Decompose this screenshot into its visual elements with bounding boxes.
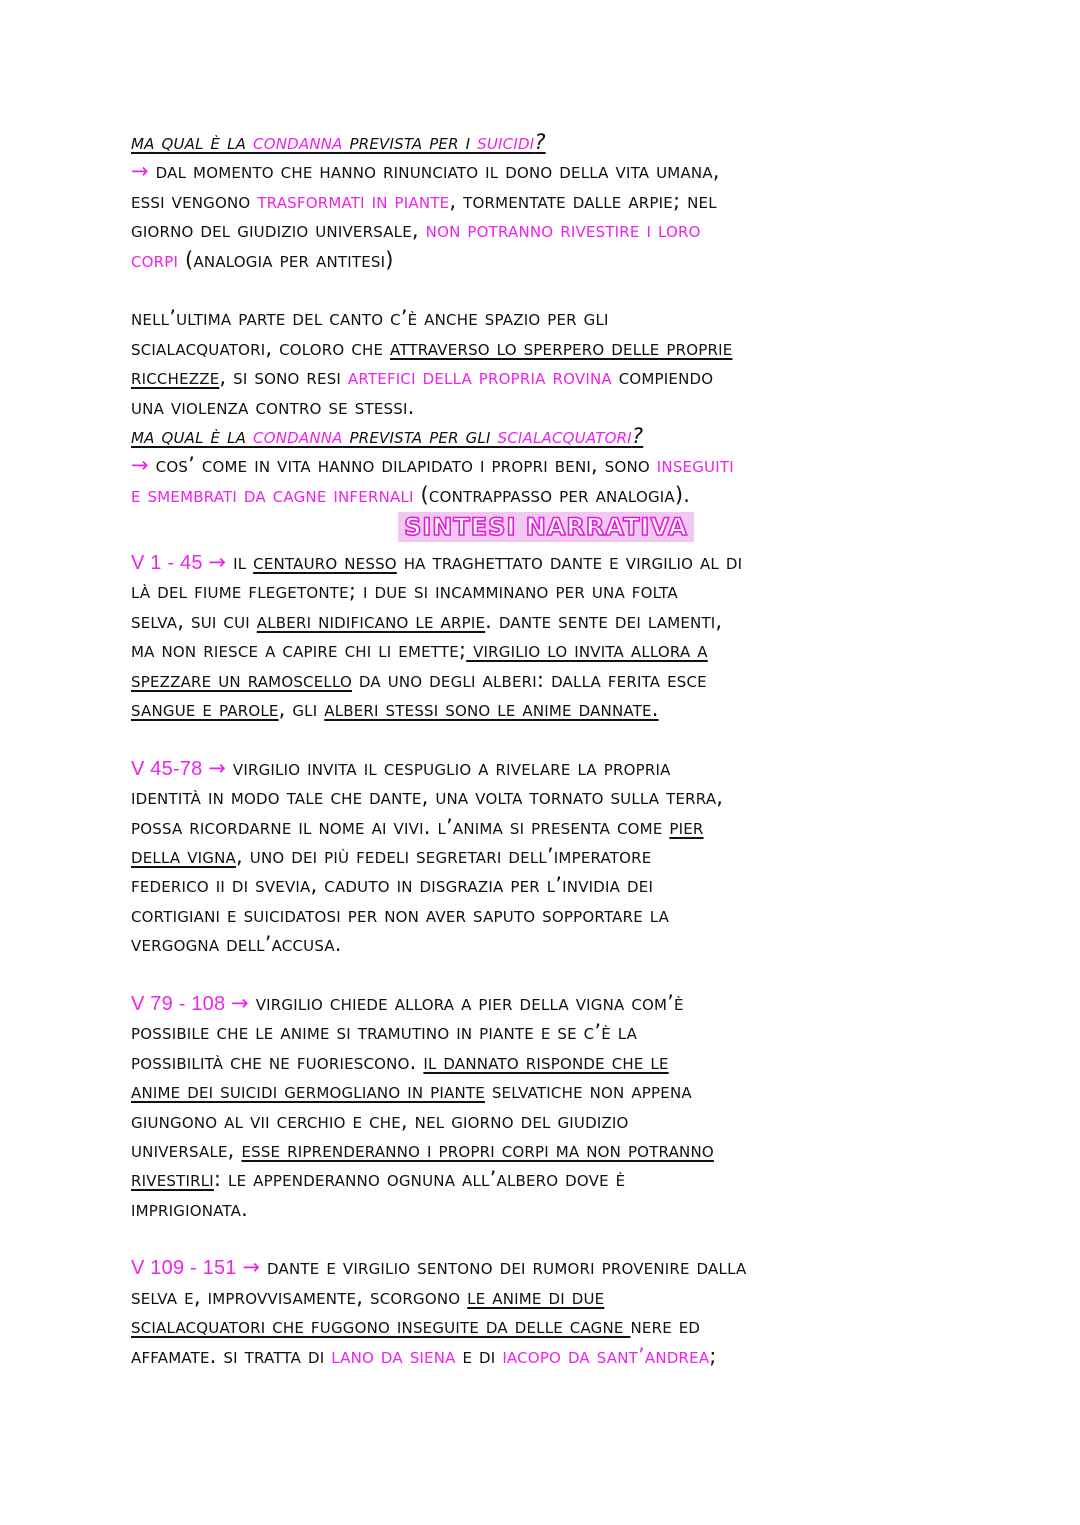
summary-text: possibilità che ne fuoriescono. — [131, 1049, 424, 1074]
summary-text: e di — [455, 1343, 503, 1368]
summary-line — [131, 842, 961, 871]
summary-text: vergogna dell’accusa. — [131, 932, 342, 957]
highlight-text: corpi — [131, 247, 179, 272]
summary-line — [131, 754, 961, 783]
paragraph-text: compiendo — [611, 365, 714, 390]
paragraph-text: una violenza contro se stessi. — [131, 394, 415, 419]
summary-line — [131, 1165, 961, 1194]
summary-line — [131, 695, 961, 724]
summary-text: ; — [709, 1343, 717, 1368]
underlined-text: anime dei suicidi germogliano in piante — [131, 1079, 485, 1104]
summary-text: virgilio chiede allora a pier della vigna com’è — [248, 990, 684, 1015]
summary-line — [131, 901, 961, 930]
summary-line — [131, 1107, 961, 1136]
answer-text: essi vengono — [131, 188, 258, 213]
underlined-text: il dannato risponde che le — [423, 1049, 669, 1074]
answer-line — [131, 187, 961, 216]
answer-text: giorno del giudizio universale, — [131, 218, 426, 243]
summary-text: ha traghettato dante e virgilio al di — [396, 550, 743, 575]
spacer — [131, 724, 961, 753]
arrow-icon: → — [231, 990, 249, 1015]
summary-text: cortigiani e suicidatosi per non aver saputo sopportare la — [131, 902, 670, 927]
summary-line — [131, 1342, 961, 1371]
underlined-text: alberi nidificano le arpie — [256, 608, 486, 633]
highlight-text: iacopo da sant’andrea — [502, 1343, 710, 1368]
spacer — [131, 1224, 961, 1253]
summary-block — [131, 1253, 961, 1371]
underlined-text: spezzare un ramoscello — [131, 667, 352, 692]
section-heading: SINTESI NARRATIVA — [398, 512, 694, 542]
question-mark: ? — [534, 130, 546, 154]
question-scialacquatori — [131, 422, 961, 451]
paragraph-text: nell’ultima parte del canto c’è anche spazio per gli — [131, 306, 609, 331]
verse-reference: V 79 - 108 — [131, 992, 232, 1015]
highlight-text: trasformati in piante — [257, 188, 450, 213]
summary-line — [131, 871, 961, 900]
summary-line — [131, 1283, 961, 1312]
underlined-text: della vigna — [131, 843, 237, 868]
summary-block — [131, 548, 961, 724]
arrow-icon: → — [208, 550, 227, 575]
summary-text: , gli — [278, 697, 325, 722]
summary-text: ma non riesce a capire chi li emette; — [131, 638, 467, 663]
answer-line — [131, 157, 961, 186]
summary-line — [131, 607, 961, 636]
paragraph-text: , si sono resi — [219, 365, 348, 390]
summary-line — [131, 1136, 961, 1165]
summary-text: giungono al vii cerchio e che, nel giorno del giudizio — [131, 1108, 629, 1133]
answer-line — [131, 246, 961, 275]
arrow-icon: → — [208, 755, 227, 780]
answer-line — [131, 451, 961, 480]
question-suicidi — [131, 128, 961, 157]
highlight-scialacquatori: scialacquatori — [497, 423, 632, 448]
summary-text: là del fiume flegetonte; i due si incamminano per una folta — [131, 579, 678, 604]
summary-text: selva e, improvvisamente, scorgono — [131, 1284, 468, 1309]
underlined-text: alberi stessi sono le anime dannate. — [324, 697, 659, 722]
answer-text: (contrappasso per analogia). — [413, 482, 691, 507]
highlight-text: inseguiti — [656, 453, 734, 478]
summary-text: . dante sente dei lamenti, — [485, 608, 723, 633]
answer-line — [131, 216, 961, 245]
question-text: prevista per gli — [342, 423, 498, 448]
summary-text: nere ed — [630, 1314, 701, 1339]
underlined-text: le anime di due — [467, 1284, 605, 1309]
summary-text: possibile che le anime si tramutino in piante e se c’è la — [131, 1020, 638, 1045]
summary-line — [131, 666, 961, 695]
summary-line — [131, 577, 961, 606]
summary-text: da uno degli alberi: dalla ferita esce — [352, 667, 707, 692]
summary-block — [131, 754, 961, 960]
answer-text: , tormentate dalle arpie; nel — [449, 188, 717, 213]
summary-line — [131, 636, 961, 665]
heading-wrapper — [131, 512, 961, 546]
arrow-icon: → — [242, 1255, 261, 1280]
summary-text: selvatiche non appena — [484, 1079, 692, 1104]
summary-line — [131, 1077, 961, 1106]
summary-text: affamate. si tratta di — [131, 1343, 332, 1368]
answer-text: dal momento che hanno rinunciato il dono della vita umana, — [148, 159, 720, 184]
highlight-text: lano da siena — [331, 1343, 456, 1368]
underlined-text: esse riprenderanno i propri corpi ma non potranno — [241, 1137, 714, 1162]
summary-line — [131, 813, 961, 842]
summary-line — [131, 1048, 961, 1077]
summary-text: il — [226, 550, 254, 575]
summary-text: imprigionata. — [131, 1196, 248, 1221]
highlight-condanna: condanna — [253, 423, 343, 448]
narrative-summary — [131, 548, 961, 1371]
answer-line — [131, 481, 961, 510]
summary-text: identità in modo tale che dante, una volta tornato sulla terra, — [131, 785, 724, 810]
arrow-icon: → — [131, 159, 149, 184]
underlined-text: attraverso lo sperpero delle proprie — [390, 335, 733, 360]
underlined-text: centauro nesso — [253, 550, 397, 575]
summary-text: possa ricordarne il nome ai vivi. l’anima si presenta come — [131, 814, 670, 839]
highlight-text: non potranno rivestire i loro — [425, 218, 701, 243]
summary-text: federico ii di svevia, caduto in disgrazia per l’invidia dei — [131, 873, 654, 898]
verse-reference: V 109 - 151 — [131, 1257, 243, 1280]
summary-line — [131, 1312, 961, 1341]
paragraph-line — [131, 393, 961, 422]
paragraph-line — [131, 363, 961, 392]
question-text: ma qual è la — [131, 130, 254, 154]
underlined-text: ricchezze — [131, 365, 220, 390]
summary-line — [131, 1253, 961, 1282]
document-page — [131, 128, 961, 1371]
answer-text: (analogia per antitesi) — [178, 247, 394, 272]
underlined-text: scialacquatori che fuggono inseguite da delle cagne — [131, 1314, 631, 1339]
underlined-text: sangue e parole — [131, 697, 279, 722]
paragraph-line — [131, 304, 961, 333]
summary-text: : le appenderanno ognuna all’albero dove è — [213, 1167, 626, 1192]
summary-text: , uno dei più fedeli segretari dell’imperatore — [236, 843, 652, 868]
summary-text: universale, — [131, 1137, 242, 1162]
underlined-text: virgilio lo invita allora a — [466, 638, 708, 663]
paragraph-line — [131, 334, 961, 363]
spacer — [131, 275, 961, 304]
summary-line — [131, 1195, 961, 1224]
question-mark: ? — [631, 423, 644, 448]
verse-reference: V 45-78 — [131, 757, 209, 780]
summary-line — [131, 1018, 961, 1047]
highlight-suicidi: suicidi — [477, 130, 535, 154]
summary-line — [131, 548, 961, 577]
underlined-text: rivestirli — [131, 1167, 214, 1192]
highlight-text: artefici della propria rovina — [347, 365, 612, 390]
summary-line — [131, 783, 961, 812]
verse-reference: V 1 - 45 — [131, 552, 209, 575]
question-text: prevista per i — [342, 130, 478, 154]
summary-text: selva, sui cui — [131, 608, 257, 633]
answer-text: cos’ come in vita hanno dilapidato i propri beni, sono — [148, 453, 657, 478]
question-text: ma qual è la — [131, 423, 254, 448]
summary-block — [131, 989, 961, 1224]
highlight-condanna: condanna — [253, 130, 343, 154]
summary-text: dante e virgilio sentono dei rumori provenire dalla — [260, 1255, 747, 1280]
underlined-text: pier — [669, 814, 704, 839]
highlight-text: e smembrati da cagne infernali — [131, 482, 414, 507]
arrow-icon: → — [131, 453, 149, 478]
summary-line — [131, 989, 961, 1018]
summary-line — [131, 930, 961, 959]
paragraph-text: scialacquatori, coloro che — [131, 335, 391, 360]
spacer — [131, 960, 961, 989]
summary-text: virgilio invita il cespuglio a rivelare la propria — [226, 755, 671, 780]
